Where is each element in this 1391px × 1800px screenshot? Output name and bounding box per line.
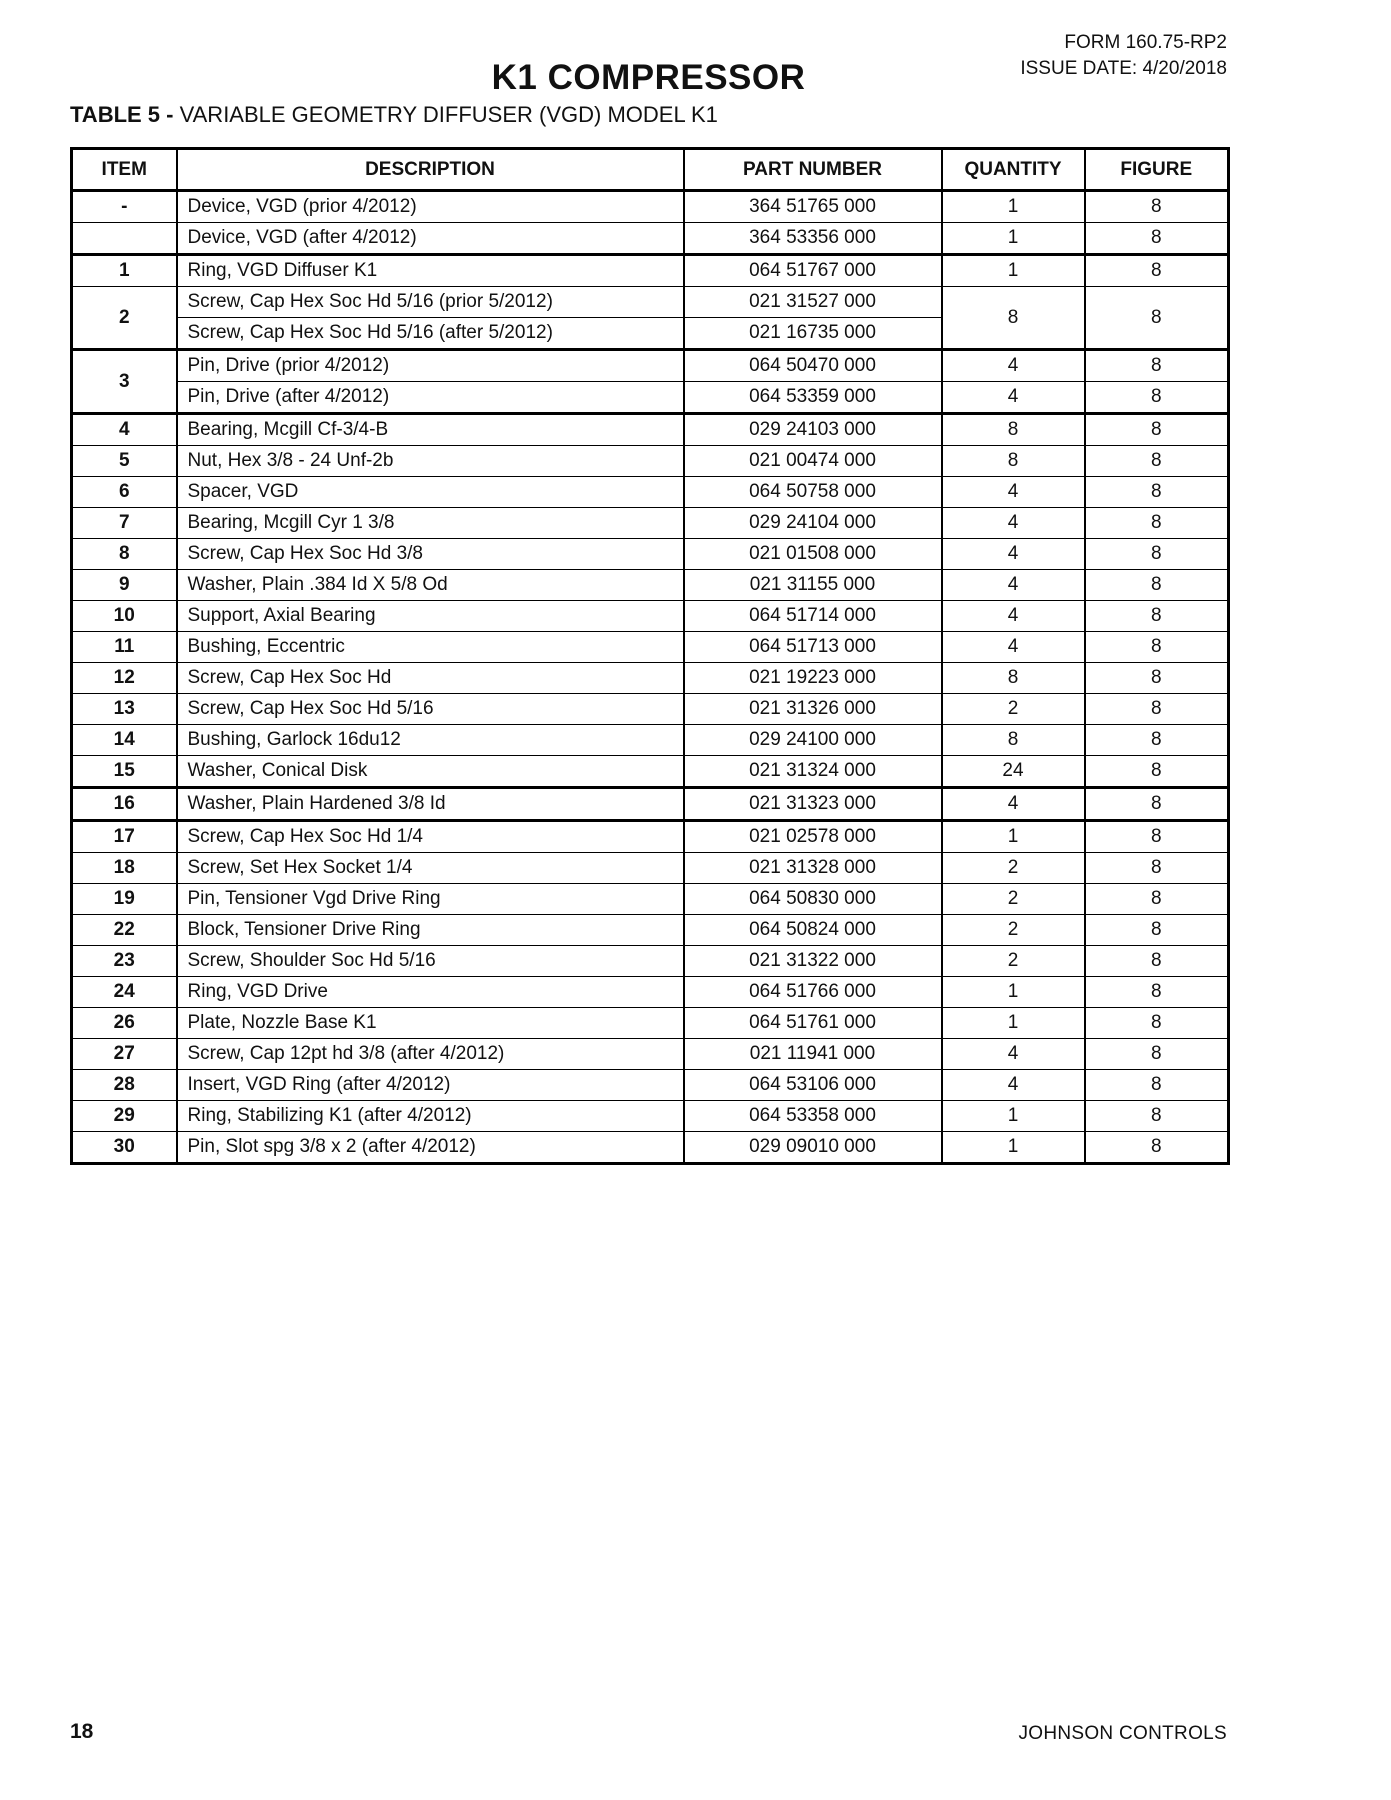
cell-quantity: 4 — [942, 788, 1085, 821]
cell-item: 17 — [72, 821, 177, 853]
page-title: K1 COMPRESSOR — [491, 58, 806, 97]
cell-description: Washer, Plain Hardened 3/8 Id — [177, 788, 684, 821]
issue-date: ISSUE DATE: 4/20/2018 — [1020, 58, 1227, 79]
cell-quantity: 4 — [942, 570, 1085, 601]
cell-part-number: 029 24103 000 — [684, 414, 942, 446]
cell-item: 6 — [72, 477, 177, 508]
cell-description: Pin, Slot spg 3/8 x 2 (after 4/2012) — [177, 1132, 684, 1164]
cell-part-number: 064 51713 000 — [684, 632, 942, 663]
cell-part-number: 021 19223 000 — [684, 663, 942, 694]
cell-quantity: 8 — [942, 725, 1085, 756]
cell-description: Ring, VGD Drive — [177, 977, 684, 1008]
cell-quantity: 4 — [942, 1039, 1085, 1070]
table-row — [72, 884, 1229, 915]
table-caption-text: VARIABLE GEOMETRY DIFFUSER (VGD) MODEL K1 — [179, 102, 718, 127]
cell-description: Washer, Plain .384 Id X 5/8 Od — [177, 570, 684, 601]
cell-item: 5 — [72, 446, 177, 477]
cell-item: 7 — [72, 508, 177, 539]
cell-part-number: 021 31326 000 — [684, 694, 942, 725]
parts-table-body — [72, 191, 1229, 1164]
table-row — [72, 821, 1229, 853]
cell-quantity: 8 — [942, 287, 1085, 350]
cell-part-number: 064 50830 000 — [684, 884, 942, 915]
cell-figure: 8 — [1085, 508, 1229, 539]
cell-quantity: 4 — [942, 539, 1085, 570]
cell-description: Screw, Cap Hex Soc Hd 3/8 — [177, 539, 684, 570]
cell-item: 28 — [72, 1070, 177, 1101]
table-row — [72, 446, 1229, 477]
cell-description: Screw, Cap 12pt hd 3/8 (after 4/2012) — [177, 1039, 684, 1070]
cell-description: Bearing, Mcgill Cf-3/4-B — [177, 414, 684, 446]
cell-part-number: 064 51766 000 — [684, 977, 942, 1008]
cell-part-number: 029 09010 000 — [684, 1132, 942, 1164]
cell-part-number: 064 50470 000 — [684, 350, 942, 382]
cell-quantity: 4 — [942, 1070, 1085, 1101]
cell-quantity: 1 — [942, 255, 1085, 287]
cell-item: 9 — [72, 570, 177, 601]
cell-description: Screw, Cap Hex Soc Hd 5/16 — [177, 694, 684, 725]
table-row — [72, 223, 1229, 255]
cell-description: Block, Tensioner Drive Ring — [177, 915, 684, 946]
cell-figure: 8 — [1085, 663, 1229, 694]
cell-item — [72, 223, 177, 255]
cell-figure: 8 — [1085, 788, 1229, 821]
cell-part-number: 064 53358 000 — [684, 1101, 942, 1132]
cell-part-number: 364 51765 000 — [684, 191, 942, 223]
cell-part-number: 021 01508 000 — [684, 539, 942, 570]
cell-part-number: 364 53356 000 — [684, 223, 942, 255]
table-header-row — [72, 149, 1229, 191]
cell-item: 3 — [72, 350, 177, 414]
table-row — [72, 350, 1229, 382]
cell-description: Ring, VGD Diffuser K1 — [177, 255, 684, 287]
cell-part-number: 064 51767 000 — [684, 255, 942, 287]
cell-item: 10 — [72, 601, 177, 632]
cell-item: 24 — [72, 977, 177, 1008]
cell-description: Screw, Cap Hex Soc Hd 5/16 (prior 5/2012) — [177, 287, 684, 318]
cell-description: Screw, Set Hex Socket 1/4 — [177, 853, 684, 884]
table-row — [72, 508, 1229, 539]
cell-quantity: 2 — [942, 915, 1085, 946]
cell-figure: 8 — [1085, 1008, 1229, 1039]
cell-item: 12 — [72, 663, 177, 694]
cell-description: Bushing, Garlock 16du12 — [177, 725, 684, 756]
cell-quantity: 1 — [942, 191, 1085, 223]
cell-figure: 8 — [1085, 570, 1229, 601]
cell-item: 2 — [72, 287, 177, 350]
cell-item: 16 — [72, 788, 177, 821]
cell-description: Screw, Shoulder Soc Hd 5/16 — [177, 946, 684, 977]
cell-figure: 8 — [1085, 1070, 1229, 1101]
table-row — [72, 1070, 1229, 1101]
table-row — [72, 1008, 1229, 1039]
cell-quantity: 8 — [942, 663, 1085, 694]
cell-quantity: 1 — [942, 1008, 1085, 1039]
cell-description: Device, VGD (after 4/2012) — [177, 223, 684, 255]
cell-part-number: 064 51714 000 — [684, 601, 942, 632]
cell-figure: 8 — [1085, 821, 1229, 853]
cell-figure: 8 — [1085, 477, 1229, 508]
cell-part-number: 021 16735 000 — [684, 318, 942, 350]
form-number: FORM 160.75-RP2 — [1064, 32, 1227, 53]
cell-description: Support, Axial Bearing — [177, 601, 684, 632]
cell-description: Screw, Cap Hex Soc Hd 1/4 — [177, 821, 684, 853]
table-row — [72, 191, 1229, 223]
table-row — [72, 287, 1229, 318]
cell-quantity: 4 — [942, 508, 1085, 539]
table-row — [72, 1132, 1229, 1164]
cell-item: 29 — [72, 1101, 177, 1132]
cell-item: 26 — [72, 1008, 177, 1039]
cell-item: 11 — [72, 632, 177, 663]
cell-part-number: 064 50824 000 — [684, 915, 942, 946]
cell-description: Bushing, Eccentric — [177, 632, 684, 663]
parts-table — [70, 147, 1230, 1165]
table-row — [72, 255, 1229, 287]
cell-quantity: 4 — [942, 632, 1085, 663]
cell-item: 15 — [72, 756, 177, 788]
cell-quantity: 2 — [942, 694, 1085, 725]
cell-figure: 8 — [1085, 946, 1229, 977]
cell-description: Insert, VGD Ring (after 4/2012) — [177, 1070, 684, 1101]
cell-quantity: 8 — [942, 446, 1085, 477]
cell-figure: 8 — [1085, 414, 1229, 446]
cell-part-number: 021 31527 000 — [684, 287, 942, 318]
cell-quantity: 4 — [942, 601, 1085, 632]
cell-description: Screw, Cap Hex Soc Hd — [177, 663, 684, 694]
cell-quantity: 1 — [942, 223, 1085, 255]
cell-figure: 8 — [1085, 601, 1229, 632]
cell-description: Ring, Stabilizing K1 (after 4/2012) — [177, 1101, 684, 1132]
cell-item: 27 — [72, 1039, 177, 1070]
table-row — [72, 632, 1229, 663]
cell-figure: 8 — [1085, 350, 1229, 382]
table-row — [72, 570, 1229, 601]
cell-description: Pin, Tensioner Vgd Drive Ring — [177, 884, 684, 915]
cell-part-number: 021 31328 000 — [684, 853, 942, 884]
cell-part-number: 064 51761 000 — [684, 1008, 942, 1039]
cell-item: 4 — [72, 414, 177, 446]
column-header-part-number: PART NUMBER — [684, 149, 942, 191]
cell-item: 18 — [72, 853, 177, 884]
cell-description: Washer, Conical Disk — [177, 756, 684, 788]
cell-figure: 8 — [1085, 977, 1229, 1008]
cell-description: Plate, Nozzle Base K1 — [177, 1008, 684, 1039]
cell-item: 30 — [72, 1132, 177, 1164]
table-row — [72, 853, 1229, 884]
cell-quantity: 2 — [942, 853, 1085, 884]
cell-figure: 8 — [1085, 725, 1229, 756]
table-row — [72, 915, 1229, 946]
cell-part-number: 021 31155 000 — [684, 570, 942, 601]
cell-item: 8 — [72, 539, 177, 570]
table-caption — [70, 102, 718, 128]
column-header-quantity: QUANTITY — [942, 149, 1085, 191]
table-row — [72, 382, 1229, 414]
table-row — [72, 977, 1229, 1008]
cell-description: Pin, Drive (prior 4/2012) — [177, 350, 684, 382]
cell-figure: 8 — [1085, 884, 1229, 915]
cell-item: - — [72, 191, 177, 223]
cell-part-number: 021 31324 000 — [684, 756, 942, 788]
cell-part-number: 029 24100 000 — [684, 725, 942, 756]
cell-item: 14 — [72, 725, 177, 756]
cell-description: Screw, Cap Hex Soc Hd 5/16 (after 5/2012) — [177, 318, 684, 350]
cell-part-number: 064 53106 000 — [684, 1070, 942, 1101]
cell-figure: 8 — [1085, 446, 1229, 477]
cell-figure: 8 — [1085, 287, 1229, 350]
cell-quantity: 4 — [942, 477, 1085, 508]
cell-part-number: 064 53359 000 — [684, 382, 942, 414]
cell-figure: 8 — [1085, 255, 1229, 287]
cell-figure: 8 — [1085, 539, 1229, 570]
cell-part-number: 021 00474 000 — [684, 446, 942, 477]
cell-figure: 8 — [1085, 632, 1229, 663]
cell-figure: 8 — [1085, 1039, 1229, 1070]
cell-quantity: 8 — [942, 414, 1085, 446]
cell-figure: 8 — [1085, 382, 1229, 414]
cell-item: 1 — [72, 255, 177, 287]
cell-quantity: 1 — [942, 821, 1085, 853]
cell-part-number: 029 24104 000 — [684, 508, 942, 539]
table-row — [72, 725, 1229, 756]
cell-part-number: 021 11941 000 — [684, 1039, 942, 1070]
cell-part-number: 021 31323 000 — [684, 788, 942, 821]
table-row — [72, 1101, 1229, 1132]
column-header-description: DESCRIPTION — [177, 149, 684, 191]
cell-part-number: 021 02578 000 — [684, 821, 942, 853]
cell-quantity: 1 — [942, 1132, 1085, 1164]
cell-part-number: 021 31322 000 — [684, 946, 942, 977]
cell-figure: 8 — [1085, 1132, 1229, 1164]
table-row — [72, 694, 1229, 725]
column-header-figure: FIGURE — [1085, 149, 1229, 191]
cell-description: Nut, Hex 3/8 - 24 Unf-2b — [177, 446, 684, 477]
cell-item: 22 — [72, 915, 177, 946]
cell-figure: 8 — [1085, 756, 1229, 788]
cell-item: 13 — [72, 694, 177, 725]
cell-quantity: 1 — [942, 977, 1085, 1008]
cell-quantity: 4 — [942, 382, 1085, 414]
cell-part-number: 064 50758 000 — [684, 477, 942, 508]
table-row — [72, 788, 1229, 821]
cell-figure: 8 — [1085, 223, 1229, 255]
cell-quantity: 4 — [942, 350, 1085, 382]
table-row — [72, 414, 1229, 446]
cell-quantity: 2 — [942, 884, 1085, 915]
cell-description: Spacer, VGD — [177, 477, 684, 508]
table-row — [72, 539, 1229, 570]
table-row — [72, 663, 1229, 694]
company-name: JOHNSON CONTROLS — [1018, 1723, 1227, 1744]
cell-figure: 8 — [1085, 694, 1229, 725]
cell-figure: 8 — [1085, 915, 1229, 946]
cell-quantity: 1 — [942, 1101, 1085, 1132]
table-row — [72, 477, 1229, 508]
table-caption-label: TABLE 5 - — [70, 102, 180, 127]
cell-figure: 8 — [1085, 191, 1229, 223]
cell-quantity: 24 — [942, 756, 1085, 788]
cell-quantity: 2 — [942, 946, 1085, 977]
column-header-item: ITEM — [72, 149, 177, 191]
table-row — [72, 1039, 1229, 1070]
cell-figure: 8 — [1085, 853, 1229, 884]
cell-item: 23 — [72, 946, 177, 977]
cell-description: Device, VGD (prior 4/2012) — [177, 191, 684, 223]
cell-description: Pin, Drive (after 4/2012) — [177, 382, 684, 414]
cell-figure: 8 — [1085, 1101, 1229, 1132]
table-row — [72, 946, 1229, 977]
table-row — [72, 756, 1229, 788]
table-row — [72, 601, 1229, 632]
cell-description: Bearing, Mcgill Cyr 1 3/8 — [177, 508, 684, 539]
page-number: 18 — [70, 1720, 94, 1743]
cell-item: 19 — [72, 884, 177, 915]
